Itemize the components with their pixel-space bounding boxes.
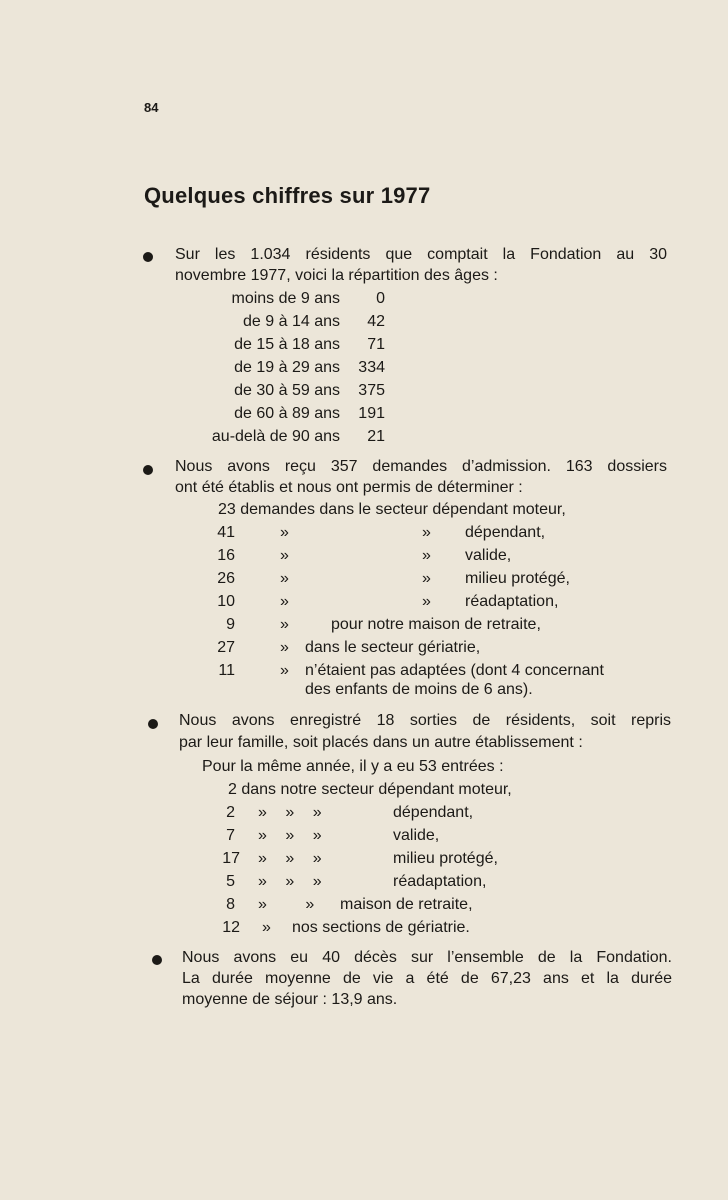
list-number: 2 bbox=[226, 804, 235, 821]
page-number: 84 bbox=[144, 100, 159, 115]
paragraph-line: Nous avons eu 40 décès sur l’ensemble de la Fondation. bbox=[182, 949, 672, 966]
ditto-mark: » bbox=[280, 593, 289, 610]
paragraph-line: La durée moyenne de vie a été de 67,23 ans et la durée bbox=[182, 970, 672, 987]
age-value: 191 bbox=[358, 405, 385, 422]
age-value: 0 bbox=[376, 290, 385, 307]
page-title: Quelques chiffres sur 1977 bbox=[144, 183, 431, 208]
list-item: des enfants de moins de 6 ans). bbox=[305, 681, 533, 698]
age-value: 21 bbox=[367, 428, 385, 445]
list-item: valide, bbox=[393, 827, 440, 844]
ditto-mark: » » » bbox=[258, 804, 322, 821]
list-number: 12 bbox=[222, 919, 240, 936]
ditto-mark: » » bbox=[258, 896, 315, 913]
age-label: de 9 à 14 ans bbox=[243, 313, 340, 330]
list-number: 10 bbox=[217, 593, 235, 610]
list-item: valide, bbox=[465, 547, 512, 564]
list-item: réadaptation, bbox=[393, 873, 487, 890]
ditto-mark: » bbox=[280, 662, 289, 679]
ditto-mark: » bbox=[280, 570, 289, 587]
age-label: moins de 9 ans bbox=[231, 290, 340, 307]
list-item: maison de retraite, bbox=[340, 896, 473, 913]
ditto-mark: » bbox=[422, 570, 431, 587]
ditto-mark: » » » bbox=[258, 873, 322, 890]
paragraph-line: moyenne de séjour : 13,9 ans. bbox=[182, 991, 398, 1008]
ditto-mark: » bbox=[422, 593, 431, 610]
ditto-mark: » bbox=[280, 616, 289, 633]
list-item: 23 demandes dans le secteur dépendant moteur, bbox=[218, 501, 566, 518]
ditto-mark: » bbox=[280, 547, 289, 564]
list-item: milieu protégé, bbox=[393, 850, 498, 867]
ditto-mark: » bbox=[422, 547, 431, 564]
paragraph-line: novembre 1977, voici la répartition des âges : bbox=[175, 267, 498, 284]
bullet-icon bbox=[143, 465, 153, 475]
paragraph-line: ont été établis et nous ont permis de déterminer : bbox=[175, 479, 523, 496]
age-label: de 19 à 29 ans bbox=[234, 359, 340, 376]
paragraph-line: Pour la même année, il y a eu 53 entrées : bbox=[202, 758, 504, 775]
paragraph-line: Nous avons reçu 357 demandes d’admission. 163 dossiers bbox=[175, 458, 667, 475]
bullet-icon bbox=[152, 955, 162, 965]
ditto-mark: » bbox=[422, 524, 431, 541]
list-item: 2 dans notre secteur dépendant moteur, bbox=[228, 781, 512, 798]
list-item: nos sections de gériatrie. bbox=[292, 919, 470, 936]
list-number: 41 bbox=[217, 524, 235, 541]
list-item: n’étaient pas adaptées (dont 4 concernant bbox=[305, 662, 604, 679]
age-label: de 60 à 89 ans bbox=[234, 405, 340, 422]
list-item: milieu protégé, bbox=[465, 570, 570, 587]
list-number: 8 bbox=[226, 896, 235, 913]
list-number: 5 bbox=[226, 873, 235, 890]
age-label: de 30 à 59 ans bbox=[234, 382, 340, 399]
list-number: 9 bbox=[226, 616, 235, 633]
list-number: 17 bbox=[222, 850, 240, 867]
list-item: dans le secteur gériatrie, bbox=[305, 639, 481, 656]
list-item: dépendant, bbox=[465, 524, 546, 541]
ditto-mark: » bbox=[280, 524, 289, 541]
ditto-mark: » » » bbox=[258, 850, 322, 867]
age-value: 375 bbox=[358, 382, 385, 399]
list-item: dépendant, bbox=[393, 804, 474, 821]
list-number: 26 bbox=[217, 570, 235, 587]
age-label: au-delà de 90 ans bbox=[211, 428, 340, 445]
list-number: 11 bbox=[218, 662, 235, 679]
age-value: 334 bbox=[358, 359, 385, 376]
age-value: 42 bbox=[367, 313, 385, 330]
list-number: 7 bbox=[226, 827, 235, 844]
paragraph-line: Sur les 1.034 résidents que comptait la Fondation au 30 bbox=[175, 246, 667, 263]
bullet-icon bbox=[143, 252, 153, 262]
list-number: 27 bbox=[217, 639, 235, 656]
paragraph-line: Nous avons enregistré 18 sorties de résidents, soit repris bbox=[179, 712, 671, 729]
list-item: réadaptation, bbox=[465, 593, 559, 610]
age-value: 71 bbox=[367, 336, 385, 353]
ditto-mark: » » » bbox=[258, 827, 322, 844]
ditto-mark: » bbox=[280, 639, 289, 656]
bullet-icon bbox=[148, 719, 158, 729]
paragraph-line: par leur famille, soit placés dans un autre établissement : bbox=[179, 734, 583, 751]
ditto-mark: » bbox=[262, 919, 271, 936]
list-item: pour notre maison de retraite, bbox=[331, 616, 541, 633]
list-number: 16 bbox=[217, 547, 235, 564]
age-label: de 15 à 18 ans bbox=[234, 336, 340, 353]
